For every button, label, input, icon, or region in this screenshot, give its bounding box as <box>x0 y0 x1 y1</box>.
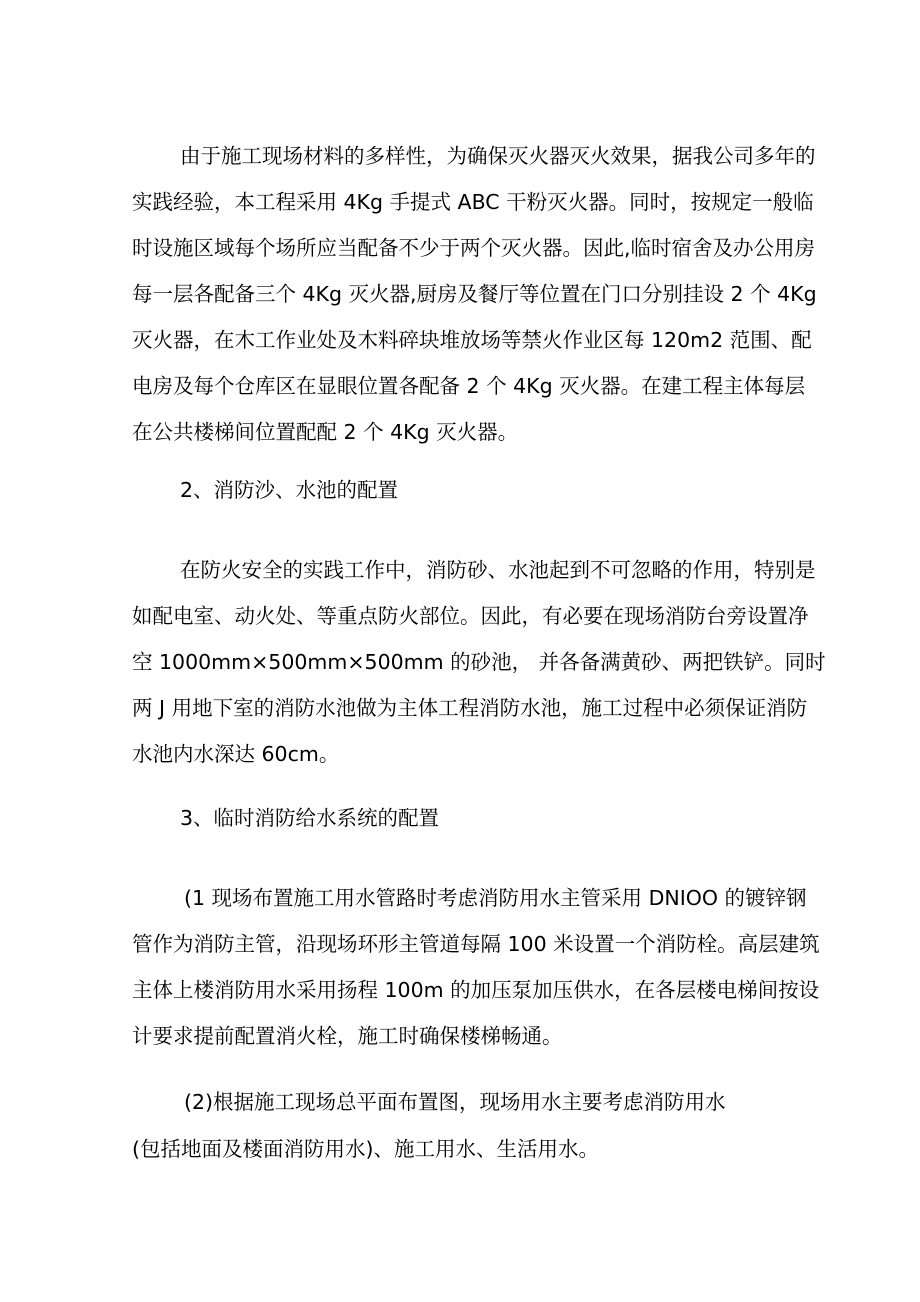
section-heading-fire-water-system: 3、临时消防给水系统的配置 <box>180 806 440 830</box>
text-line: 空 1000mm×500mm×500mm 的砂池， 并各备满黄砂、两把铁铲。同时 <box>132 650 826 674</box>
text-line: 实践经验，本工程采用 4Kg 手提式 ABC 干粉灭火器。同时，按规定一般临 <box>132 190 814 214</box>
text-line: 管作为消防主管，沿现场环形主管道每隔 100 米设置一个消防栓。高层建筑 <box>132 932 820 956</box>
text-line: (2)根据施工现场总平面布置图，现场用水主要考虑消防用水 <box>184 1090 726 1114</box>
text-line: 时设施区域每个场所应当配备不少于两个灭火器。因此,临时宿舍及办公用房 <box>132 236 816 260</box>
text-line: 水池内水深达 60cm。 <box>132 742 340 766</box>
section-heading-sand-pool: 2、消防沙、水池的配置 <box>180 478 399 502</box>
text-line: 在公共楼梯间位置配配 2 个 4Kg 灭火器。 <box>132 420 519 444</box>
text-line: (包括地面及楼面消防用水)、施工用水、生活用水。 <box>132 1137 599 1161</box>
text-line: 电房及每个仓库区在显眼位置各配备 2 个 4Kg 灭火器。在建工程主体每层 <box>132 374 806 398</box>
text-line: 两 J 用地下室的消防水池做为主体工程消防水池，施工过程中必须保证消防 <box>132 696 808 720</box>
text-line: 如配电室、动火处、等重点防火部位。因此，有必要在现场消防台旁设置净 <box>132 604 809 628</box>
text-line: 由于施工现场材料的多样性，为确保灭火器灭火效果，据我公司多年的 <box>180 144 816 168</box>
text-line: 在防火安全的实践工作中，消防砂、水池起到不可忽略的作用，特别是 <box>180 558 816 582</box>
text-line: 灭火器，在木工作业处及木料碎块堆放场等禁火作业区每 120m2 范围、配 <box>132 328 812 352</box>
text-line: (1 现场布置施工用水管路时考虑消防用水主管采用 DNIOO 的镀锌钢 <box>184 886 807 910</box>
text-line: 主体上楼消防用水采用扬程 100m 的加压泵加压供水，在各层楼电梯间按设 <box>132 978 820 1002</box>
text-line: 每一层各配备三个 4Kg 灭火器,厨房及餐厅等位置在门口分别挂设 2 个 4Kg <box>132 282 817 306</box>
text-line: 计要求提前配置消火栓，施工时确保楼梯畅通。 <box>132 1024 563 1048</box>
